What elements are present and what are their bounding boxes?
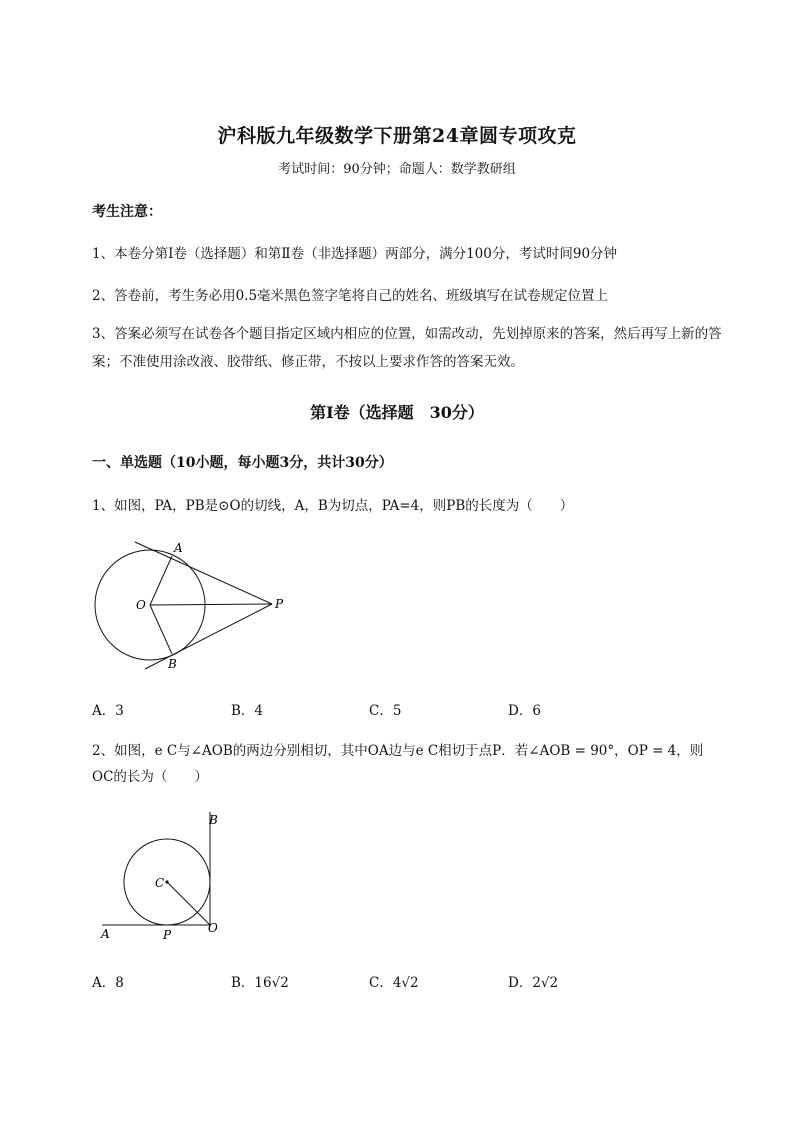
section-title: 第I卷（选择题 30分） <box>310 403 484 422</box>
notice-heading: 考生注意： <box>92 204 162 220</box>
q2-label-p: P <box>163 928 172 942</box>
q2-segment-oc <box>167 882 210 925</box>
q2-option-b[interactable]: B．16√2 <box>231 975 289 991</box>
q2-stem-line-2: OC的长为（ ） <box>92 769 208 785</box>
q2-angle-figure <box>96 808 236 943</box>
q1-option-b[interactable]: B．4 <box>231 703 264 719</box>
notice-item-2: 2、答卷前，考生务必用0.5毫米黑色签字笔将自己的姓名、班级填写在试卷规定位置上 <box>92 288 609 304</box>
q1-stem: 1、如图，PA，PB是⊙O的切线，A，B为切点，PA=4，则PB的长度为（ ） <box>92 498 574 514</box>
q1-tangent-figure <box>80 532 300 677</box>
q2-option-d[interactable]: D．2√2 <box>508 975 559 991</box>
q1-segment-op <box>150 604 272 605</box>
page-title: 沪科版九年级数学下册第24章圆专项攻克 <box>217 125 577 147</box>
q1-label-p: P <box>275 597 284 611</box>
q1-tangent-pa <box>135 542 272 604</box>
q2-option-c[interactable]: C．4√2 <box>369 975 419 991</box>
q1-option-c[interactable]: C．5 <box>369 703 402 719</box>
exam-info: 考试时间：90分钟；命题人：数学教研组 <box>278 162 516 177</box>
q1-label-a: A <box>174 541 183 555</box>
q1-option-a[interactable]: A．3 <box>92 703 124 719</box>
q2-center-point <box>165 880 168 883</box>
notice-item-3: 3、答案必须写在试卷各个题目指定区域内相应的位置，如需改动，先划掉原来的答案，然后再写上新的答案；不准使用涂改液、胶带纸、修正带，不按以上要求作答的答案无效。 <box>92 326 722 370</box>
q2-label-o: O <box>208 921 218 935</box>
q2-label-b: B <box>209 813 218 827</box>
q1-radius-oa <box>150 556 172 605</box>
part-heading: 一、单选题（10小题，每小题3分，共计30分） <box>92 455 393 471</box>
q1-label-o: O <box>136 598 146 612</box>
q1-option-d[interactable]: D．6 <box>508 703 541 719</box>
q1-label-b: B <box>168 657 177 671</box>
q1-radius-ob <box>150 605 172 654</box>
q2-label-a: A <box>101 927 110 941</box>
q2-option-a[interactable]: A．8 <box>92 975 124 991</box>
q2-label-c: C <box>155 876 165 890</box>
q2-stem-line-1: 2、如图，e C与∠AOB的两边分别相切，其中OA边与e C相切于点P．若∠AOB = 90°，OP = 4，则 <box>92 743 704 759</box>
notice-item-1: 1、本卷分第I卷（选择题）和第Ⅱ卷（非选择题）两部分，满分100分，考试时间90分钟 <box>92 246 618 262</box>
